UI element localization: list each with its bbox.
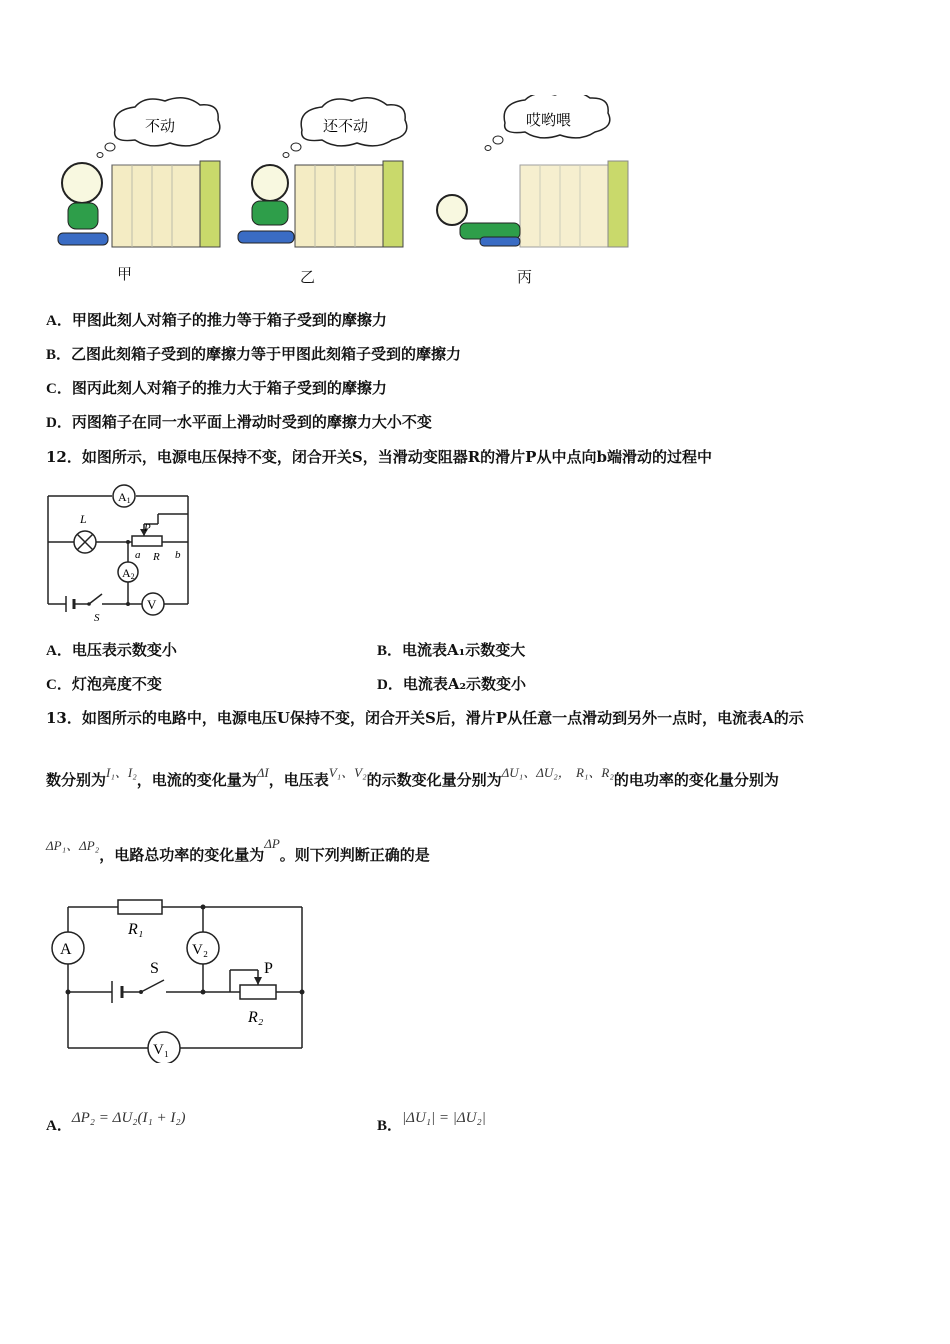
label-v2: V₂ — [192, 942, 209, 958]
bubble-text: 不动 — [145, 117, 176, 135]
bubble-text: 还不动 — [323, 117, 369, 135]
label-l: L — [80, 512, 87, 526]
q12-option-c: C．灯泡亮度不变 — [46, 675, 162, 693]
q11-option-b: B．乙图此刻箱子受到的摩擦力等于甲图此刻箱子受到的摩擦力 — [46, 345, 462, 363]
label-ammeter: A — [60, 941, 72, 958]
q13-stem-line2: 数分别为I₁、I₂，电流的变化量为ΔI，电压表V₁、V₂的示数变化量分别为ΔU₁、ΔU₂， R₁、R₂的电功率的变化量分别为 — [46, 765, 779, 789]
q11-option-d: D．丙图箱子在同一水平面上滑动时受到的摩擦力大小不变 — [46, 413, 432, 431]
label-s: S — [94, 612, 100, 624]
panel-jia — [58, 98, 220, 247]
bubble-text: 哎哟喂 — [526, 111, 572, 129]
label-v1: V₁ — [153, 1042, 170, 1058]
push-box-illustration — [40, 95, 660, 260]
label-a1: A1 — [118, 490, 131, 505]
panel-bing — [437, 95, 628, 247]
label-b: b — [175, 549, 181, 561]
label-v: V — [147, 597, 157, 612]
label-a2: A2 — [122, 566, 135, 581]
label-r: R — [153, 551, 160, 563]
q13-circuit-diagram — [40, 888, 320, 1063]
q13-option-a: A．ΔP₂ = ΔU₂(I₁ + I₂) — [46, 1110, 186, 1134]
q13-stem-line1: 13．如图所示的电路中，电源电压U保持不变，闭合开关S后，滑片P从任意一点滑动到另外一点时，电流表A的示 — [46, 709, 804, 727]
panel-yi — [238, 98, 407, 247]
q13-stem-line3: ΔP₁、ΔP₂，电路总功率的变化量为ΔP。则下列判断正确的是 — [46, 836, 430, 864]
label-slider: P — [264, 960, 273, 977]
label-a: a — [135, 549, 141, 561]
q13-option-b: B．|ΔU₁| = |ΔU₂| — [377, 1110, 486, 1134]
label-r2: R₂ — [248, 1009, 264, 1026]
label-r1: R₁ — [128, 921, 144, 938]
q12-circuit-diagram — [40, 478, 200, 628]
label-switch: S — [150, 960, 159, 977]
q12-option-d: D．电流表A₂示数变小 — [377, 675, 527, 693]
label-p: P — [144, 522, 151, 534]
q12-option-a: A．电压表示数变小 — [46, 641, 177, 659]
q12-stem: 12．如图所示，电源电压保持不变，闭合开关S，当滑动变阻器R的滑片P从中点向b端滑动的过程中 — [46, 448, 712, 466]
q12-option-b: B．电流表A₁示数变大 — [377, 641, 526, 659]
q11-option-a: A．甲图此刻人对箱子的推力等于箱子受到的摩擦力 — [46, 311, 387, 329]
q11-option-c: C．图丙此刻人对箱子的推力大于箱子受到的摩擦力 — [46, 379, 387, 397]
caption-bing: 丙 — [517, 268, 533, 286]
caption-yi: 乙 — [300, 268, 316, 286]
caption-jia: 甲 — [117, 265, 133, 283]
